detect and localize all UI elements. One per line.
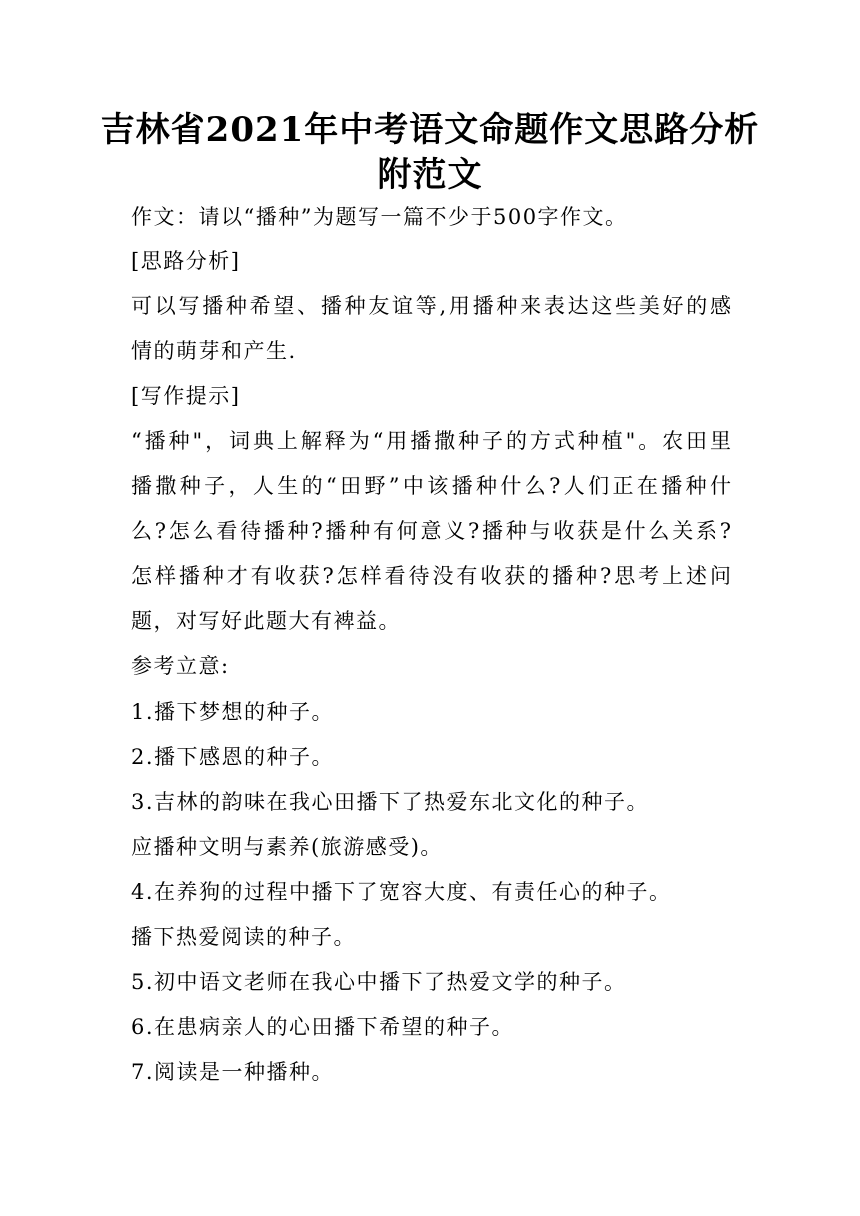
prompt-line: 作文：请以“播种”为题写一篇不少于500字作文。 (131, 205, 628, 229)
reference-ideas-heading: 参考立意: (131, 654, 230, 678)
list-item: 4.在养狗的过程中播下了宽容大度、有责任心的种子。 (131, 880, 672, 904)
list-item: 6.在患病亲人的心田播下希望的种子。 (131, 1015, 515, 1039)
tips-line: 么?怎么看待播种?播种有何意义?播种与收获是什么关系? (131, 519, 731, 543)
list-item: 1.播下梦想的种子。 (131, 700, 335, 724)
section-heading-analysis: [思路分析] (131, 249, 241, 273)
tips-line: 题，对写好此题大有裨益。 (131, 609, 401, 633)
tips-line: 怎样播种才有收获?怎样看待没有收获的播种?思考上述问 (131, 564, 731, 588)
section-heading-tips: [写作提示] (131, 384, 241, 408)
list-item: 播下热爱阅读的种子。 (131, 925, 356, 949)
analysis-line: 可以写播种希望、播种友谊等,用播种来表达这些美好的感 (131, 294, 731, 318)
list-item: 应播种文明与素养(旅游感受)。 (131, 835, 443, 859)
list-item: 5.初中语文老师在我心中播下了热爱文学的种子。 (131, 970, 627, 994)
analysis-line: 情的萌芽和产生. (131, 339, 297, 363)
document-title-line-1: 吉林省2021年中考语文命题作文思路分析 (100, 110, 760, 150)
tips-line: “播种"，词典上解释为“用播撒种子的方式种植"。农田里 (131, 429, 731, 453)
tips-line: 播撒种子，人生的“田野”中该播种什么?人们正在播种什 (131, 474, 731, 498)
list-item: 2.播下感恩的种子。 (131, 745, 335, 769)
document-title-line-2: 附范文 (377, 155, 483, 195)
list-item: 7.阅读是一种播种。 (131, 1060, 335, 1084)
list-item: 3.吉林的韵味在我心田播下了热爱东北文化的种子。 (131, 790, 650, 814)
